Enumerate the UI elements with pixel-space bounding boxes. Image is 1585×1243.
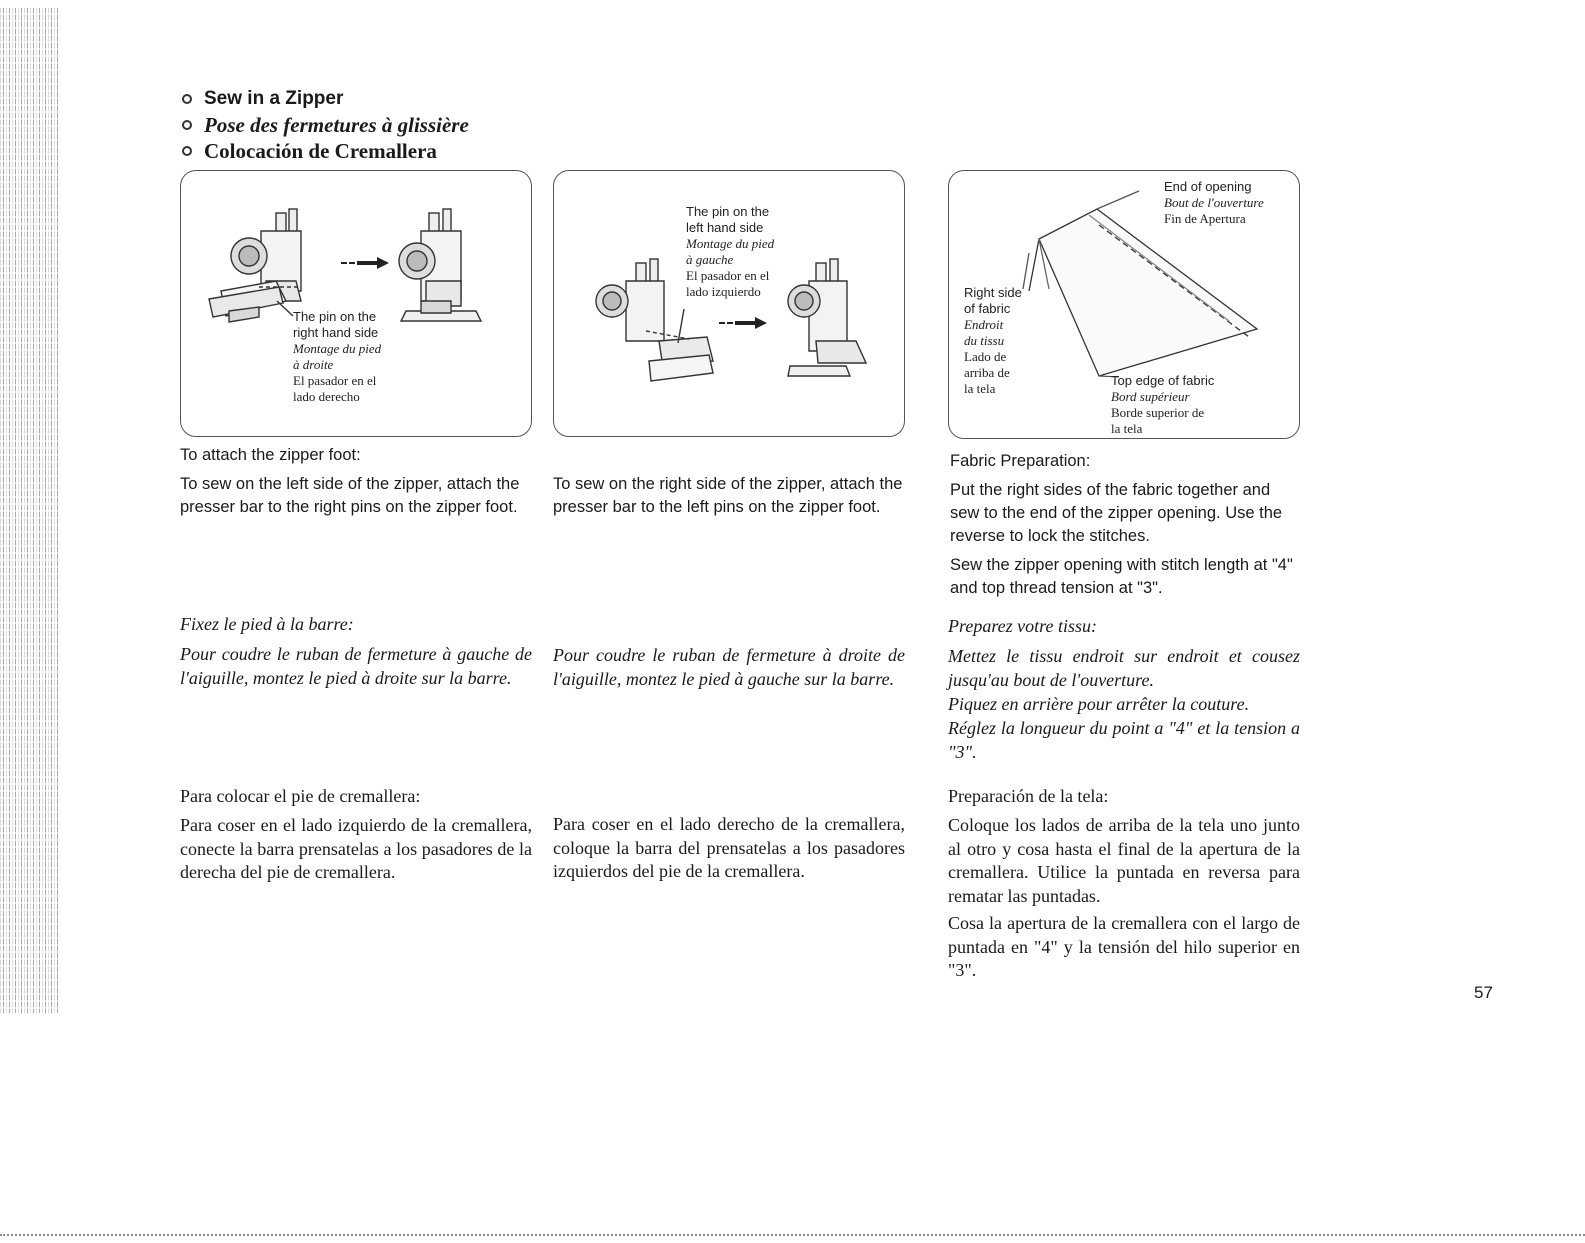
callout-side-es-1: Lado de bbox=[964, 349, 1007, 364]
right-en-title: Fabric Preparation: bbox=[950, 452, 1091, 470]
callout-top-en: Top edge of fabric bbox=[1111, 373, 1215, 388]
callout-fr-2: à gauche bbox=[686, 252, 734, 267]
right-es-title: Preparación de la tela: bbox=[948, 786, 1109, 806]
text-column-left bbox=[180, 444, 532, 525]
callout-right-pin bbox=[293, 309, 381, 405]
callout-top-es-1: Borde superior de bbox=[1111, 405, 1205, 420]
right-fr-body-1: Mettez le tissu endroit sur endroit et cousez jusqu'au bout de l'ouverture. bbox=[948, 646, 1300, 690]
bullet-icon bbox=[182, 146, 192, 156]
callout-side-fr-1: Endroit bbox=[964, 317, 1004, 332]
right-es-body-1: Coloque los lados de arriba de la tela uno junto al otro y cosa hasta el final de la apertura de la cremallera. Utilice la puntada en reversa para rematar las puntadas. bbox=[948, 815, 1300, 906]
heading-fr: Pose des fermetures à glissière bbox=[204, 112, 469, 137]
callout-es-1: El pasador en el bbox=[293, 373, 377, 388]
bullet-icon bbox=[182, 94, 192, 104]
callout-end-en: End of opening bbox=[1164, 179, 1252, 194]
right-fr-body-2: Piquez en arrière pour arrêter la couture. bbox=[948, 694, 1250, 714]
text-column-middle-es bbox=[553, 813, 905, 884]
text-column-right-fr bbox=[948, 614, 1300, 764]
right-fr-title: Preparez votre tissu: bbox=[948, 616, 1097, 636]
text-column-right bbox=[950, 450, 1302, 606]
figure-panel-fabric bbox=[948, 170, 1300, 439]
callout-es-2: lado izquierdo bbox=[686, 284, 761, 299]
callout-fr-1: Montage du pied bbox=[686, 236, 775, 251]
left-es-title: Para colocar el pie de cremallera: bbox=[180, 786, 421, 806]
left-fr-body: Pour coudre le ruban de fermeture à gauche de l'aiguille, montez le pied à droite sur la barre. bbox=[180, 644, 532, 688]
left-fr-title: Fixez le pied à la barre: bbox=[180, 614, 354, 634]
left-es-body: Para coser en el lado izquierdo de la cremallera, conecte la barra prensatelas a los pasadores de la derecha del pie de cremallera. bbox=[180, 815, 532, 882]
left-en-body: To sew on the left side of the zipper, attach the presser bar to the right pins on the zipper foot. bbox=[180, 475, 520, 516]
left-en-title: To attach the zipper foot: bbox=[180, 446, 361, 464]
text-column-right-es bbox=[948, 784, 1300, 983]
text-column-middle bbox=[553, 473, 905, 525]
callout-fr-2: à droite bbox=[293, 357, 334, 372]
right-fr-body-3: Réglez la longueur du point a "4" et la tension a "3". bbox=[948, 718, 1300, 762]
middle-fr-body: Pour coudre le ruban de fermeture à droite de l'aiguille, montez le pied à gauche sur la barre. bbox=[553, 645, 905, 689]
callout-end-es: Fin de Apertura bbox=[1164, 211, 1246, 226]
callout-en-2: left hand side bbox=[686, 220, 764, 235]
callout-side-fr-2: du tissu bbox=[964, 333, 1005, 348]
callout-right-side bbox=[964, 285, 1022, 397]
section-heading bbox=[182, 86, 469, 164]
heading-en: Sew in a Zipper bbox=[204, 88, 344, 109]
figure-panel-right-pin bbox=[180, 170, 532, 437]
callout-en-1: The pin on the bbox=[686, 204, 770, 219]
bullet-icon bbox=[182, 120, 192, 130]
callout-left-pin bbox=[686, 204, 774, 300]
text-column-left-fr bbox=[180, 612, 532, 690]
callout-top-edge bbox=[1111, 373, 1214, 437]
heading-es: Colocación de Cremallera bbox=[204, 138, 437, 163]
page-number: 57 bbox=[1474, 983, 1493, 1002]
callout-side-en-2: of fabric bbox=[964, 301, 1011, 316]
scan-bottom-edge bbox=[0, 1234, 1585, 1236]
right-en-body-1: Put the right sides of the fabric together and sew to the end of the zipper opening. Use the reverse to lock the stitches. bbox=[950, 481, 1283, 545]
callout-fr-1: Montage du pied bbox=[293, 341, 382, 356]
callout-side-en-1: Right side bbox=[964, 285, 1022, 300]
text-column-left-es bbox=[180, 784, 532, 885]
callout-top-fr: Bord supérieur bbox=[1111, 389, 1190, 404]
right-es-body-2: Cosa la apertura de la cremallera con el largo de puntada en "4" y la tensión del hilo superior en "3". bbox=[948, 913, 1300, 980]
scan-binding-edge bbox=[0, 8, 58, 1013]
text-column-middle-fr bbox=[553, 643, 905, 691]
callout-en-2: right hand side bbox=[293, 325, 379, 340]
callout-end-of-opening bbox=[1164, 179, 1264, 227]
middle-es-body: Para coser en el lado derecho de la cremallera, coloque la barra del prensatelas a los pasadores izquierdos del pie de la cremallera. bbox=[553, 814, 905, 881]
callout-es-1: El pasador en el bbox=[686, 268, 770, 283]
figure-panel-left-pin bbox=[553, 170, 905, 437]
callout-side-es-2: arriba de bbox=[964, 365, 1010, 380]
right-en-body-2: Sew the zipper opening with stitch length at "4" and top thread tension at "3". bbox=[950, 556, 1293, 597]
callout-side-es-3: la tela bbox=[964, 381, 996, 396]
callout-es-2: lado derecho bbox=[293, 389, 360, 404]
callout-en-1: The pin on the bbox=[293, 309, 377, 324]
middle-en-body: To sew on the right side of the zipper, attach the presser bar to the left pins on the zipper foot. bbox=[553, 475, 903, 516]
callout-top-es-2: la tela bbox=[1111, 421, 1143, 436]
callout-end-fr: Bout de l'ouverture bbox=[1164, 195, 1264, 210]
